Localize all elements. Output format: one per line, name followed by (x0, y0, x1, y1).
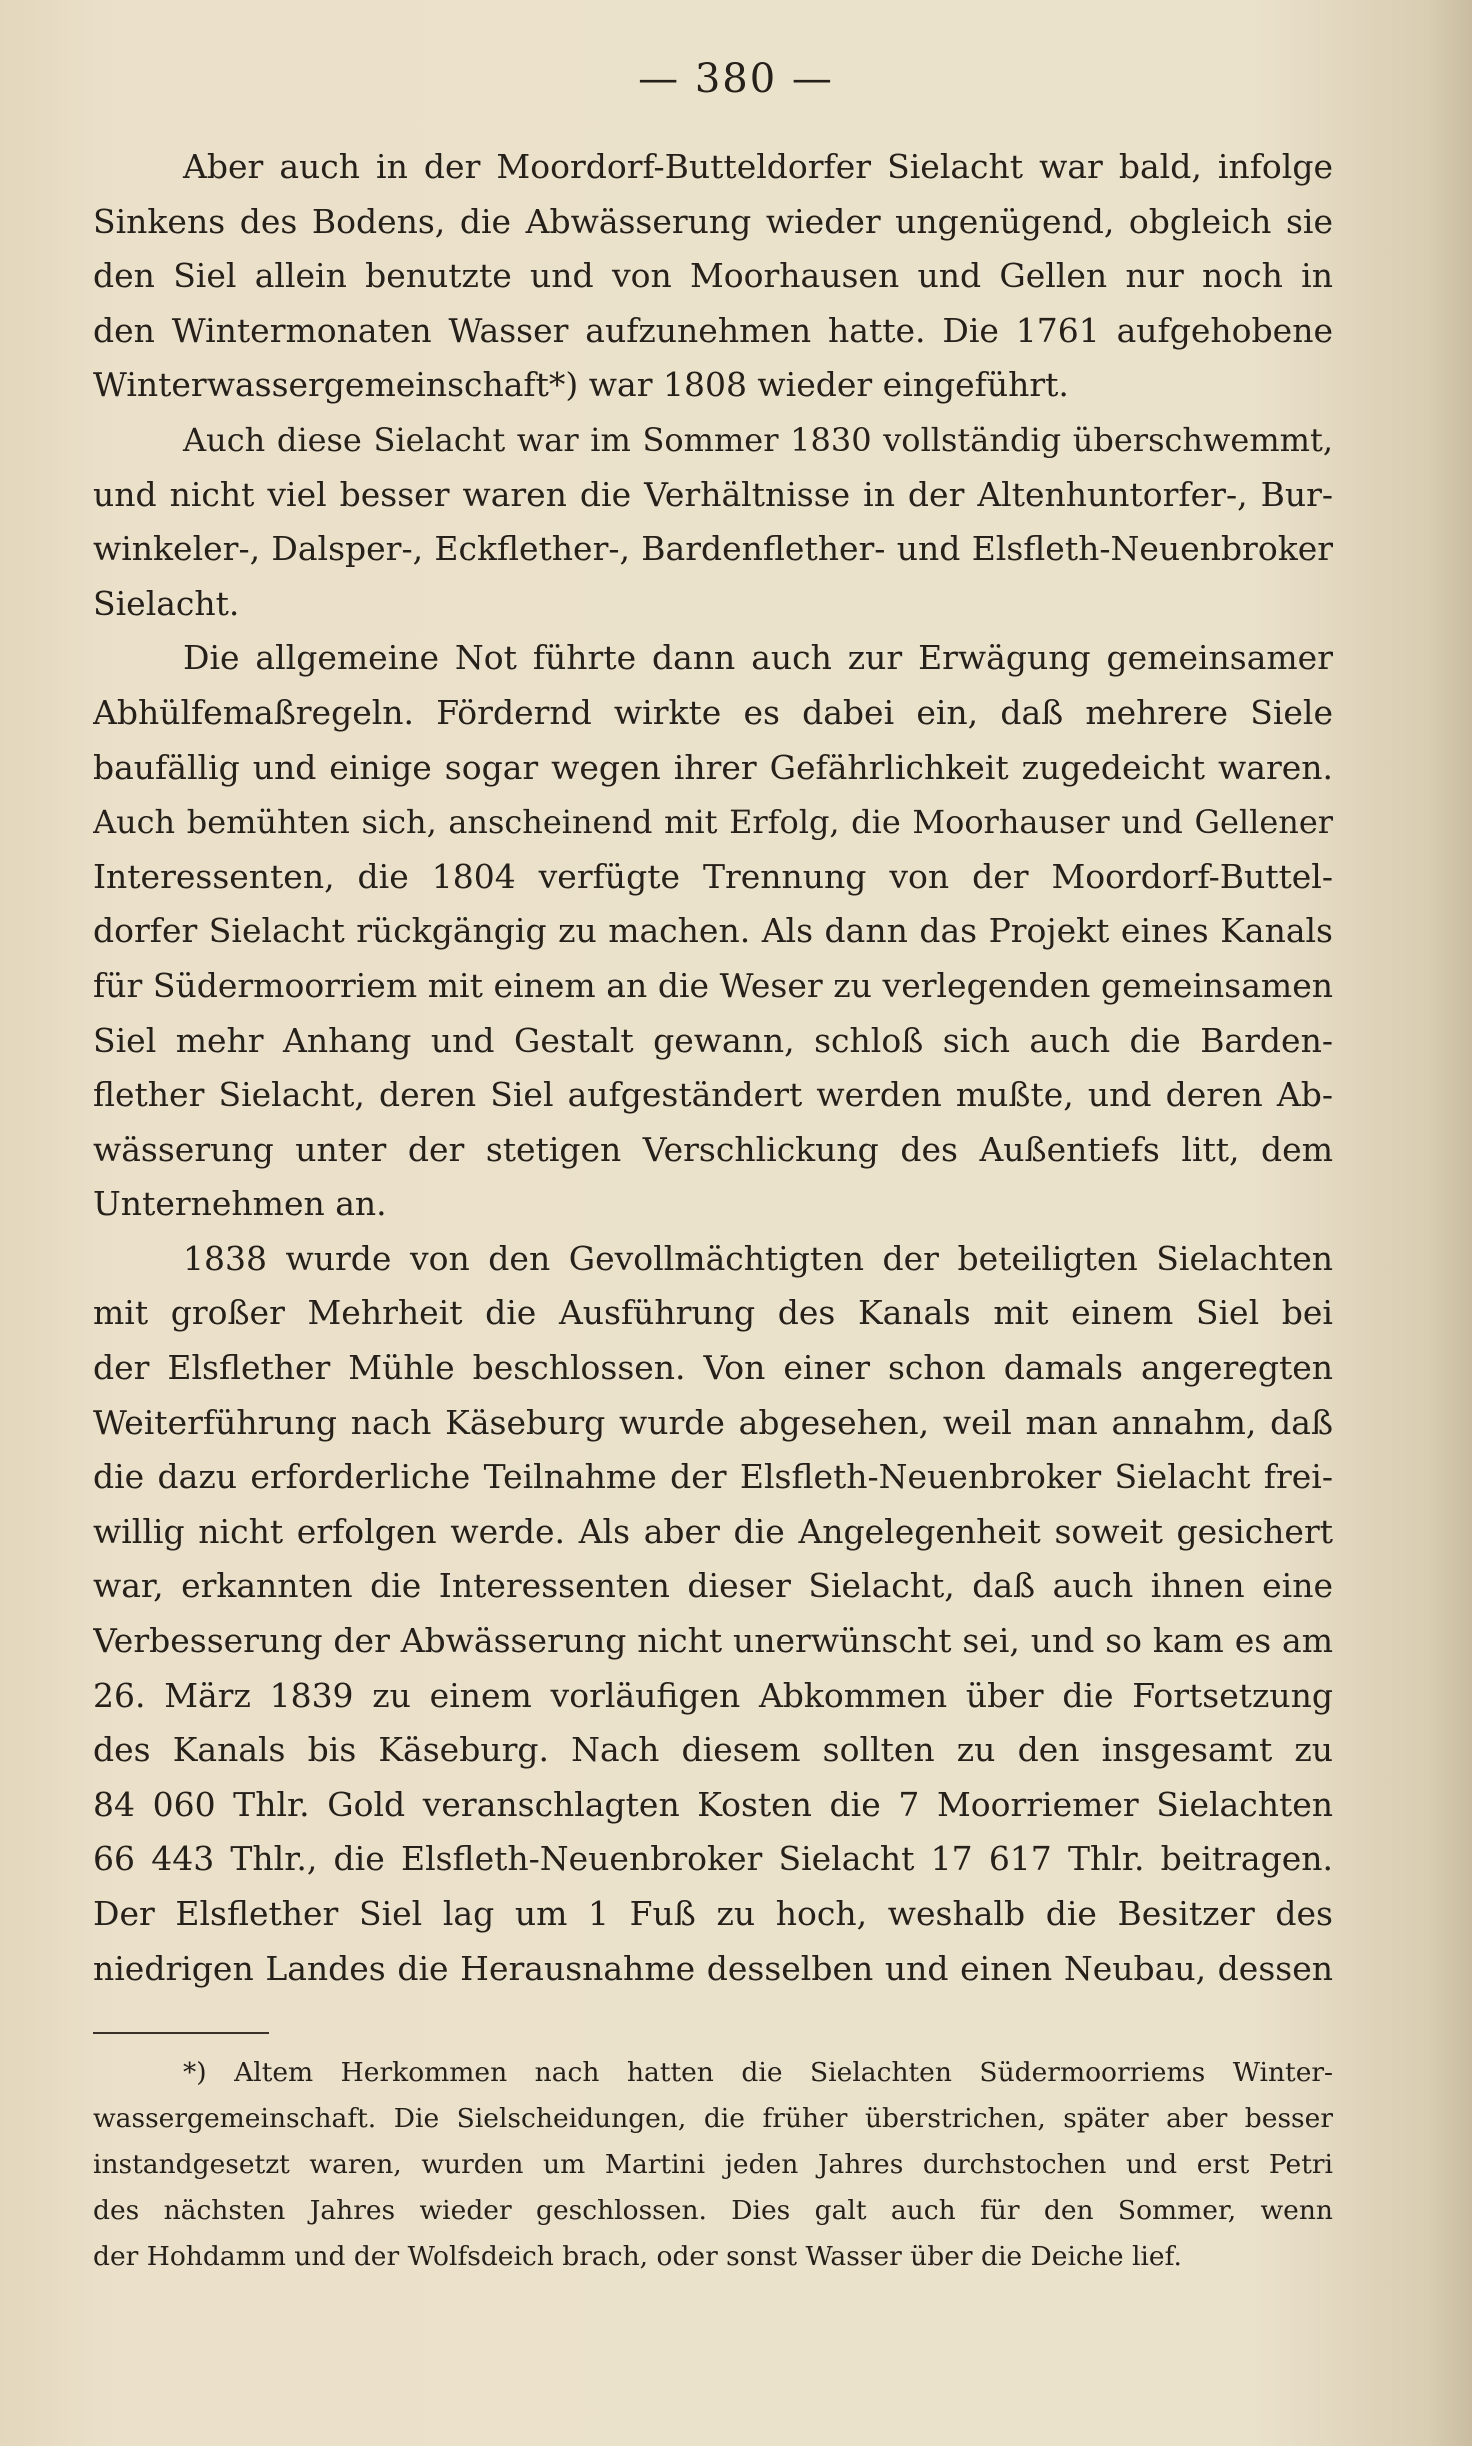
text-line: Aber auch in der Moordorf-Butteldorfer Sielacht war bald, infolge (183, 147, 1333, 186)
text-line: Abhülfemaßregeln. Fördernd wirkte es dabei ein, daß mehrere Siele (93, 692, 1333, 732)
text-line: flether Sielacht, deren Siel aufgeständert werden mußte, und deren Ab- (93, 1075, 1333, 1115)
text-line: 84 060 Thlr. Gold veranschlagten Kosten die 7 Moorriemer Sielachten (93, 1784, 1333, 1824)
text-line: Auch bemühten sich, anscheinend mit Erfolg, die Moorhauser und Gellener (93, 803, 1333, 842)
text-line: Auch diese Sielacht war im Sommer 1830 vollständig überschwemmt, (183, 420, 1333, 459)
footnote-line: des nächsten Jahres wieder geschlossen. Dies galt auch für den Sommer, wenn (93, 2195, 1333, 2226)
page-number: — 380 — (638, 56, 834, 102)
text-line: Siel mehr Anhang und Gestalt gewann, schloß sich auch die Barden- (93, 1020, 1333, 1060)
text-line: Sielacht. (93, 583, 240, 623)
footnote-line: instandgesetzt waren, wurden um Martini jeden Jahres durchstochen und erst Petri (93, 2149, 1333, 2180)
footnote-line: wassergemeinschaft. Die Sielscheidungen, die früher überstrichen, später aber besser (93, 2103, 1333, 2134)
text-line: willig nicht erfolgen werde. Als aber die Angelegenheit soweit gesichert (93, 1511, 1333, 1551)
text-line: und nicht viel besser waren die Verhältnisse in der Altenhuntorfer-, Bur- (93, 474, 1333, 514)
text-line: war, erkannten die Interessenten dieser Sielacht, daß auch ihnen eine (93, 1566, 1333, 1606)
text-line: Sinkens des Bodens, die Abwässerung wieder ungenügend, obgleich sie (93, 201, 1333, 241)
text-line: Die allgemeine Not führte dann auch zur Erwägung gemeinsamer (183, 638, 1333, 678)
text-line: Weiterführung nach Käseburg wurde abgesehen, weil man annahm, daß (93, 1402, 1333, 1442)
text-line: den Wintermonaten Wasser aufzunehmen hatte. Die 1761 aufgehobene (93, 310, 1333, 350)
text-line: 26. März 1839 zu einem vorläufigen Abkommen über die Fortsetzung (93, 1675, 1333, 1715)
text-line: mit großer Mehrheit die Ausführung des Kanals mit einem Siel bei (93, 1293, 1333, 1333)
text-line: die dazu erforderliche Teilnahme der Elsfleth-Neuenbroker Sielacht frei- (93, 1457, 1333, 1497)
text-line: für Südermoorriem mit einem an die Weser zu verlegenden gemeinsamen (93, 965, 1333, 1005)
text-line: des Kanals bis Käseburg. Nach diesem sollten zu den insgesamt zu (93, 1730, 1333, 1770)
text-line: dorfer Sielacht rückgängig zu machen. Als dann das Projekt eines Kanals (93, 911, 1333, 951)
text-line: den Siel allein benutzte und von Moorhausen und Gellen nur noch in (93, 256, 1333, 296)
text-line: wässerung unter der stetigen Verschlickung des Außentiefs litt, dem (93, 1129, 1333, 1169)
footnote-line: der Hohdamm und der Wolfsdeich brach, oder sonst Wasser über die Deiche lief. (93, 2241, 1182, 2272)
text-line: Verbesserung der Abwässerung nicht unerwünscht sei, und so kam es am (93, 1621, 1333, 1661)
footnotes (93, 2050, 1333, 2280)
body-text (93, 140, 1333, 1996)
text-line: 1838 wurde von den Gevollmächtigten der beteiligten Sielachten (183, 1238, 1333, 1278)
text-line: baufällig und einige sogar wegen ihrer Gefährlichkeit zugedeicht waren. (93, 747, 1333, 787)
text-line: niedrigen Landes die Herausnahme desselben und einen Neubau, dessen (93, 1948, 1333, 1988)
footnote-line: *) Altem Herkommen nach hatten die Sielachten Südermoorriems Winter- (183, 2057, 1333, 2088)
text-line: winkeler-, Dalsper-, Eckflether-, Bardenflether- und Elsfleth-Neuenbroker (93, 529, 1333, 569)
text-line: Unternehmen an. (93, 1184, 387, 1224)
footnote-divider (93, 2032, 269, 2034)
text-line: Interessenten, die 1804 verfügte Trennung von der Moordorf-Buttel- (93, 856, 1333, 896)
text-line: 66 443 Thlr., die Elsfleth-Neuenbroker Sielacht 17 617 Thlr. beitragen. (93, 1839, 1333, 1879)
text-line: der Elsflether Mühle beschlossen. Von einer schon damals angeregten (93, 1348, 1333, 1388)
text-line: Winterwassergemeinschaft*) war 1808 wieder eingeführt. (93, 365, 1069, 405)
text-line: Der Elsflether Siel lag um 1 Fuß zu hoch, weshalb die Besitzer des (93, 1894, 1333, 1933)
